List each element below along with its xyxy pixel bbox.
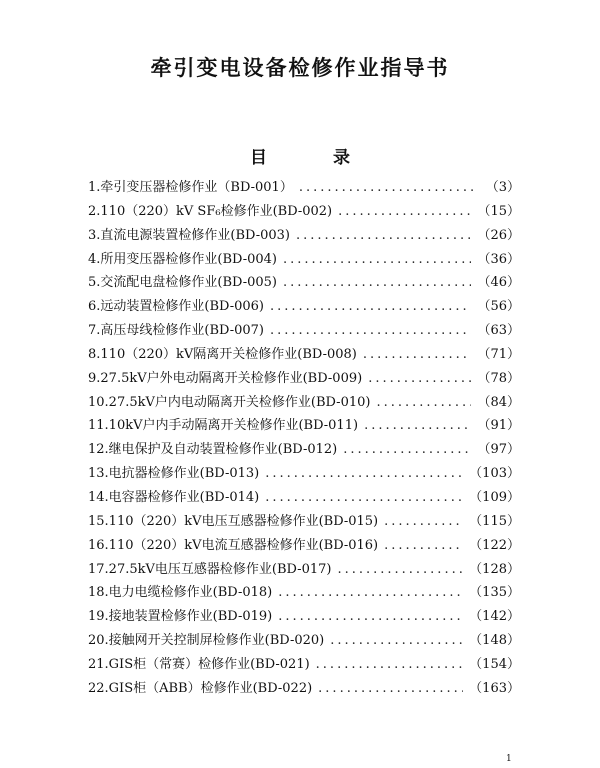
toc-entry-label: 4.所用变压器检修作业(BD-004) (88, 251, 277, 267)
toc-entry-label: 17.27.5kV电压互感器检修作业(BD-017) (88, 561, 332, 577)
toc-dot-leader (278, 609, 463, 624)
toc-entry-page: （163） (469, 680, 520, 696)
toc-entry-label: 20.接触网开关控制屏检修作业(BD-020) (88, 633, 325, 649)
toc-entry (88, 367, 520, 391)
toc-entry-label: 2.110（220）kV SF₆检修作业(BD-002) (88, 203, 333, 219)
toc-entry (88, 486, 520, 510)
toc-entry-page: （91） (477, 418, 520, 434)
toc-entry-page: （154） (469, 656, 520, 672)
toc-entry (88, 438, 520, 462)
toc-entry (88, 558, 520, 582)
toc-entry-page: （84） (477, 394, 520, 410)
toc-dot-leader (270, 299, 471, 314)
toc-entry-page: （148） (469, 633, 520, 649)
toc-entry (88, 176, 520, 200)
toc-entry (88, 414, 520, 438)
toc-entry (88, 295, 520, 319)
toc-dot-leader (265, 466, 463, 481)
toc-entry-label: 8.110（220）kV隔离开关检修作业(BD-008) (88, 346, 357, 362)
toc-entry-page: （78） (477, 370, 520, 386)
toc-entry-page: （63） (477, 323, 520, 339)
toc-entry (88, 510, 520, 534)
toc-entry-label: 14.电容器检修作业(BD-014) (88, 489, 260, 505)
toc-dot-leader (384, 514, 463, 529)
toc-dot-leader (363, 347, 472, 362)
toc-entry-label: 22.GIS柜（ABB）检修作业(BD-022) (88, 680, 313, 696)
toc-entry-page: （15） (477, 203, 520, 219)
toc-entry-page: （46） (477, 275, 520, 291)
toc-entry (88, 391, 520, 415)
toc-entry (88, 677, 520, 701)
toc-dot-leader (270, 323, 471, 338)
table-of-contents (88, 176, 520, 701)
toc-entry-page: （36） (477, 251, 520, 267)
toc-dot-leader (337, 562, 463, 577)
toc-entry-label: 10.27.5kV户内电动隔离开关检修作业(BD-010) (88, 394, 371, 410)
toc-entry-label: 21.GIS柜（常赛）检修作业(BD-021) (88, 656, 310, 672)
toc-dot-leader (299, 180, 474, 195)
toc-entry (88, 224, 520, 248)
page-number: 1 (506, 754, 512, 764)
toc-dot-leader (265, 490, 463, 505)
toc-entry (88, 248, 520, 272)
toc-dot-leader (343, 442, 471, 457)
toc-dot-leader (283, 275, 471, 290)
toc-entry-page: （71） (477, 346, 520, 362)
toc-entry-label: 13.电抗器检修作业(BD-013) (88, 466, 260, 482)
toc-entry (88, 629, 520, 653)
document-title: 牵引变电设备检修作业指导书 (150, 56, 450, 80)
toc-entry-label: 1.牵引变压器检修作业（BD-001） (88, 180, 293, 195)
toc-entry (88, 200, 520, 224)
toc-dot-leader (338, 204, 471, 219)
toc-dot-leader (376, 395, 471, 410)
toc-entry-label: 5.交流配电盘检修作业(BD-005) (88, 275, 277, 291)
toc-entry-page: （26） (477, 227, 520, 243)
toc-entry-page: （109） (469, 489, 520, 505)
toc-entry (88, 343, 520, 367)
toc-entry-label: 3.直流电源装置检修作业(BD-003) (88, 227, 290, 243)
toc-entry-label: 11.10kV户内手动隔离开关检修作业(BD-011) (88, 418, 359, 434)
toc-entry-label: 15.110（220）kV电压互感器检修作业(BD-015) (88, 513, 379, 529)
toc-entry-page: （122） (469, 537, 520, 553)
toc-entry-label: 7.高压母线检修作业(BD-007) (88, 323, 264, 339)
toc-dot-leader (318, 681, 463, 696)
toc-dot-leader (278, 585, 463, 600)
toc-entry (88, 581, 520, 605)
toc-entry-label: 16.110（220）kV电流互感器检修作业(BD-016) (88, 537, 379, 553)
toc-entry-page: （56） (477, 299, 520, 315)
toc-entry-page: （142） (469, 609, 520, 625)
toc-entry-page: （97） (477, 442, 520, 458)
toc-dot-leader (364, 418, 471, 433)
toc-entry-page: （135） (469, 585, 520, 601)
toc-dot-leader (296, 228, 471, 243)
toc-dot-leader (368, 371, 471, 386)
toc-entry (88, 462, 520, 486)
toc-entry-label: 6.远动装置检修作业(BD-006) (88, 299, 264, 315)
toc-entry (88, 319, 520, 343)
toc-dot-leader (316, 657, 464, 672)
toc-heading: 目 录 (250, 148, 380, 168)
toc-entry-label: 18.电力电缆检修作业(BD-018) (88, 585, 273, 601)
toc-entry (88, 271, 520, 295)
toc-entry (88, 534, 520, 558)
toc-entry (88, 653, 520, 677)
toc-entry (88, 605, 520, 629)
toc-entry-page: （103） (469, 466, 520, 482)
toc-entry-page: （128） (469, 561, 520, 577)
toc-entry-label: 9.27.5kV户外电动隔离开关检修作业(BD-009) (88, 370, 363, 386)
toc-dot-leader (283, 252, 471, 267)
toc-dot-leader (330, 633, 463, 648)
toc-entry-label: 19.接地装置检修作业(BD-019) (88, 609, 273, 625)
toc-dot-leader (384, 538, 463, 553)
toc-entry-page: （115） (469, 513, 520, 529)
toc-entry-label: 12.继电保护及自动装置检修作业(BD-012) (88, 442, 338, 458)
toc-entry-page: （3） (485, 180, 520, 195)
